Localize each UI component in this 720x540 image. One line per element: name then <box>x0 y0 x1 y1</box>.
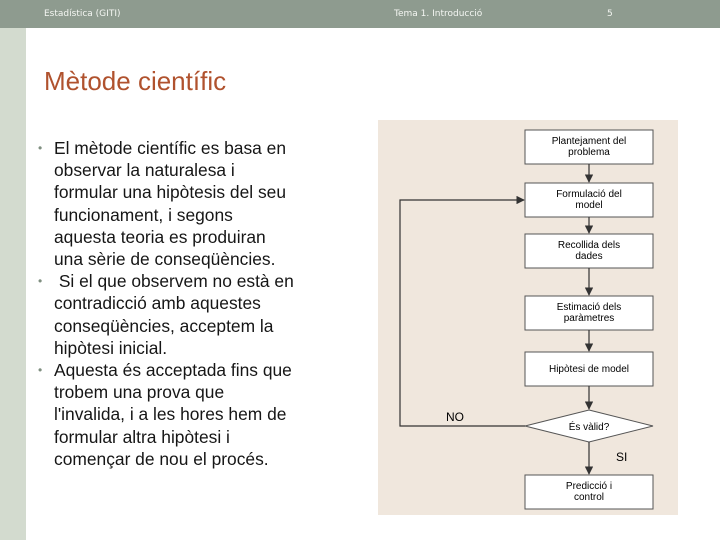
bullet-line: començar de nou el procés. <box>54 448 269 469</box>
bullet-line: hipòtesi inicial. <box>54 337 168 358</box>
slide-title: Mètode científic <box>44 66 227 96</box>
bullet-line: observar la naturalesa i <box>54 160 235 181</box>
course-name: Estadística (GITI) <box>44 9 121 19</box>
flow-decision-label: És vàlid? <box>568 422 610 433</box>
topic-name: Tema 1. Introducció <box>394 9 483 19</box>
bullet-item <box>38 270 358 359</box>
bullet-line: Si el que observem no està en <box>54 271 294 292</box>
flow-label: Formulació del <box>556 189 622 200</box>
page-number: 5 <box>607 9 613 19</box>
bullet-line: formular una hipòtesis del seu <box>54 182 287 203</box>
bullet-line: funcionament, i segons <box>54 204 233 225</box>
flow-label: model <box>575 200 603 211</box>
flow-label: paràmetres <box>563 313 615 324</box>
bullet-line: trobem una prova que <box>54 382 225 403</box>
flow-label: problema <box>568 147 610 158</box>
flow-label: Hipòtesi de model <box>548 364 630 375</box>
bullet-icon: • <box>38 141 43 155</box>
slide-header <box>0 0 720 28</box>
flow-label: dades <box>575 251 603 262</box>
flow-label: Predicció i <box>565 481 613 492</box>
left-margin-bar <box>0 28 26 540</box>
bullet-line: contradicció amb aquestes <box>54 293 261 314</box>
bullet-line: l'invalida, i a les hores hem de <box>54 404 287 425</box>
flow-loop-no <box>400 200 525 426</box>
bullet-line: una sèrie de conseqüències. <box>54 249 276 270</box>
bullet-line: aquesta teoria es produiran <box>54 226 266 247</box>
bullet-item <box>38 137 358 270</box>
flow-label: Recollida dels <box>557 240 621 251</box>
flow-yes-label: SI <box>616 450 628 464</box>
bullet-line: Aquesta és acceptada fins que <box>54 360 292 381</box>
flow-no-label: NO <box>446 410 464 424</box>
flow-label: control <box>573 492 605 503</box>
bullet-icon: • <box>38 363 43 378</box>
bullet-line: El mètode científic es basa en <box>54 138 287 158</box>
bullet-line: conseqüències, acceptem la <box>54 315 274 336</box>
flow-label: Plantejament del <box>551 136 627 147</box>
scientific-method-flowchart <box>378 120 678 515</box>
flow-label: Estimació dels <box>556 302 622 313</box>
bullet-icon: • <box>38 274 43 289</box>
bullet-list <box>38 137 358 470</box>
bullet-item <box>38 359 358 470</box>
bullet-line: formular altra hipòtesi i <box>54 426 230 447</box>
